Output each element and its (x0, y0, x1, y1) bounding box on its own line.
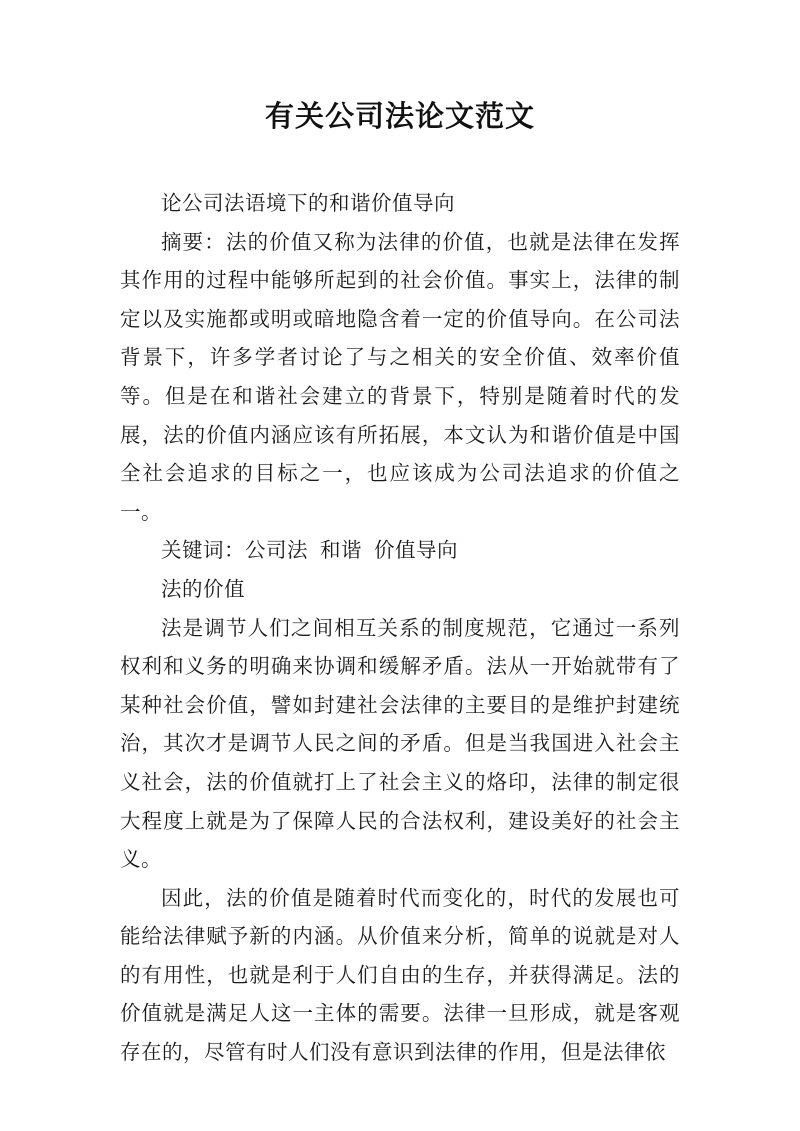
keywords-line (120, 531, 680, 570)
document-body (120, 184, 680, 1072)
article-subtitle: 论公司法语境下的和谐价值导向 (161, 191, 455, 215)
keyword-item: 和谐 (320, 538, 362, 563)
abstract-paragraph: 摘要：法的价值又称为法律的价值，也就是法律在发挥其作用的过程中能够所起到的社会价值。事实上，法律的制定以及实施都或明或暗地隐含着一定的价值导向。在公司法背景下，许多学者讨论了与之相关的安全价值、效率价值等。但是在和谐社会建立的背景下，特别是随着时代的发展，法的价值内涵应该有所拓展，本文认为和谐价值是中国全社会追求的目标之一，也应该成为公司法追求的价值之一。 (120, 229, 680, 524)
document-title: 有关公司法论文范文 (264, 99, 535, 133)
keyword-item: 公司法 (245, 538, 308, 563)
body-paragraph: 法是调节人们之间相互关系的制度规范，它通过一系列权利和义务的明确来协调和缓解矛盾。法从一开始就带有了某种社会价值，譬如封建社会法律的主要目的是维护封建统治，其次才是调节人民之间的矛盾。但是当我国进入社会主义社会，法的价值就打上了社会主义的烙印，法律的制定很大程度上就是为了保障人民的合法权利，建设美好的社会主义。 (120, 615, 680, 872)
body-paragraph: 因此，法的价值是随着时代而变化的，时代的发展也可能给法律赋予新的内涵。从价值来分析，简单的说就是对人的有用性，也就是利于人们自由的生存，并获得满足。法的价值就是满足人这一主体的需要。法律一旦形成，就是客观存在的，尽管有时人们没有意识到法律的作用，但是法律依 (120, 885, 680, 1065)
keywords-label: 关键词： (161, 538, 245, 563)
keyword-item: 价值导向 (374, 538, 458, 563)
section-heading: 法的价值 (161, 576, 245, 601)
